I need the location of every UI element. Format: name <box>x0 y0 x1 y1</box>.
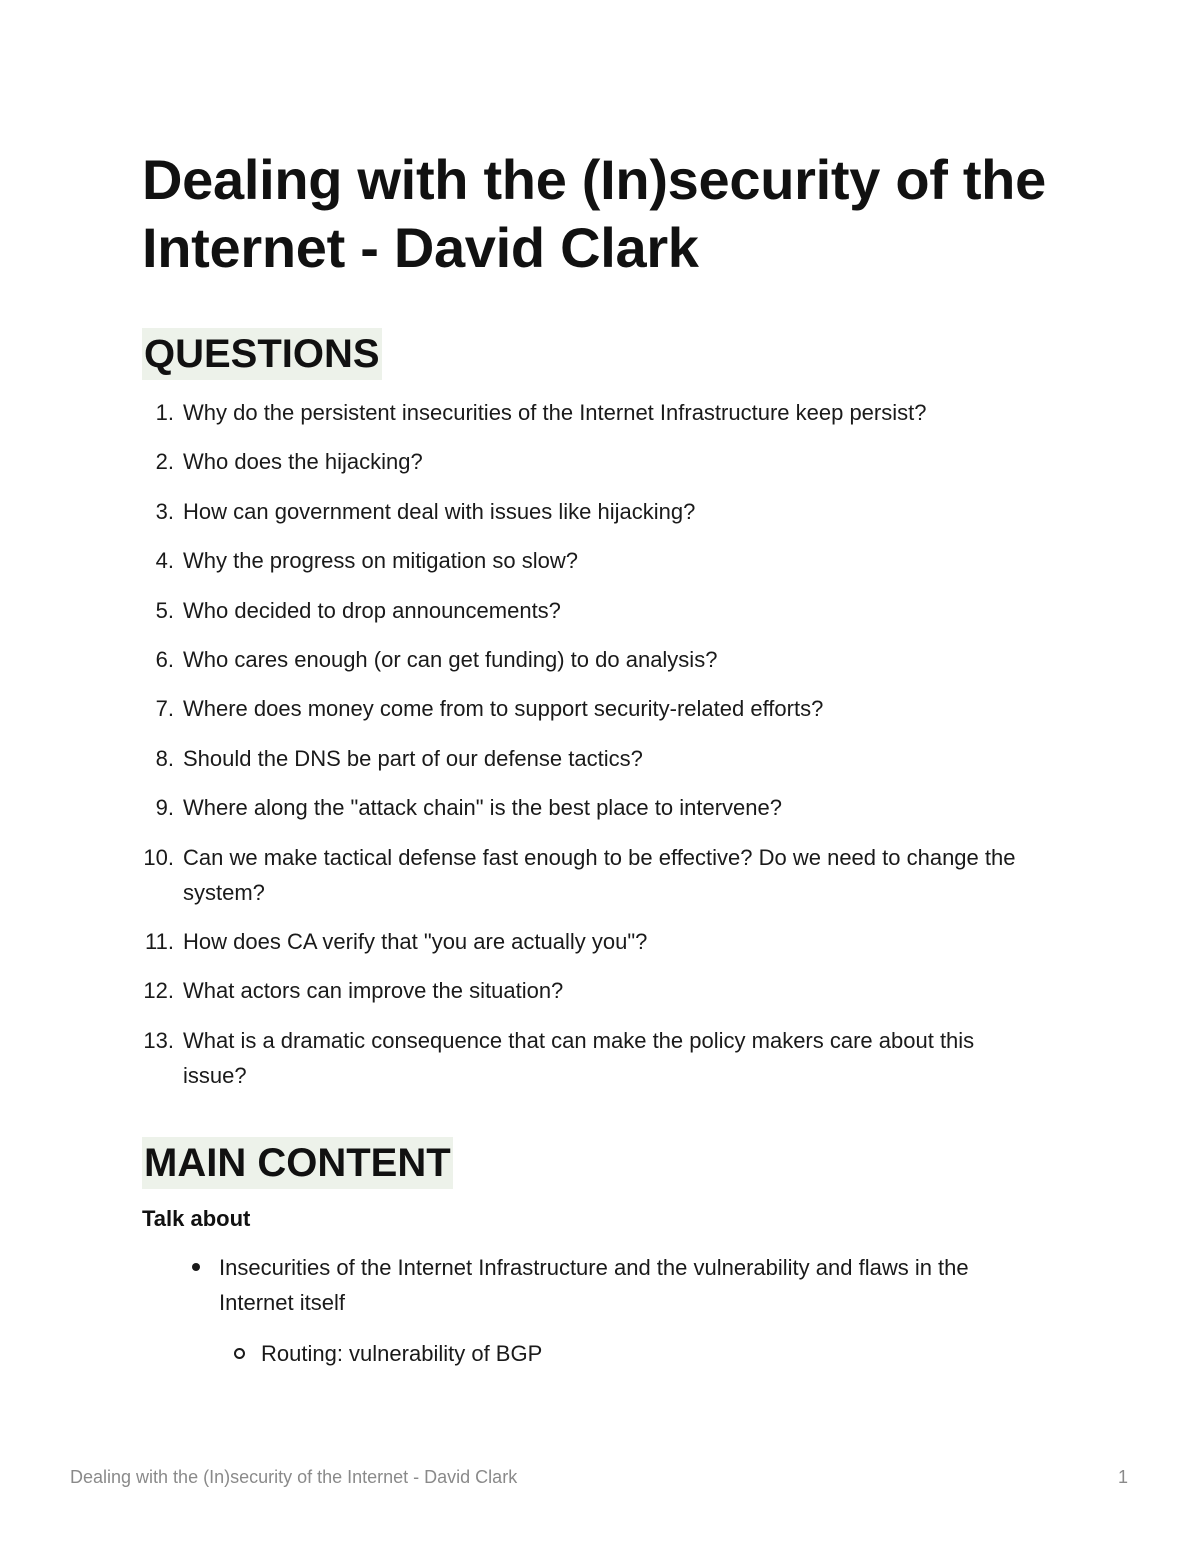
page-number: 1 <box>1117 1467 1128 1487</box>
list-item <box>142 1250 1042 1320</box>
question-number: 2. <box>155 449 174 475</box>
question-text: What is a dramatic consequence that can make the policy makers care about this issue? <box>183 1027 975 1088</box>
question-item <box>142 1023 1042 1093</box>
question-number: 4. <box>155 548 174 574</box>
question-number: 10. <box>143 844 174 870</box>
question-number: 12. <box>143 978 174 1004</box>
bullet-disc-icon <box>192 1263 200 1271</box>
questions-list <box>142 395 1042 1107</box>
question-item <box>142 642 1042 677</box>
question-number: 8. <box>155 745 174 771</box>
main-content-heading: MAIN CONTENT <box>142 1137 453 1189</box>
question-text: Who cares enough (or can get funding) to do analysis? <box>183 646 718 672</box>
question-item <box>142 741 1042 776</box>
question-number: 11. <box>145 928 174 954</box>
talk-about-subheading: Talk about <box>142 1206 251 1231</box>
question-text: Can we make tactical defense fast enough to be effective? Do we need to change the system? <box>183 844 1016 905</box>
question-text: Who decided to drop announcements? <box>183 597 561 623</box>
main-content-list <box>142 1250 1042 1371</box>
question-item <box>142 691 1042 726</box>
question-number: 7. <box>155 696 174 722</box>
question-text: Why the progress on mitigation so slow? <box>183 548 578 574</box>
question-item <box>142 840 1042 910</box>
question-text: Where along the "attack chain" is the best place to intervene? <box>183 795 782 821</box>
question-text: What actors can improve the situation? <box>183 978 564 1004</box>
sub-list-item-text: Routing: vulnerability of BGP <box>261 1341 543 1366</box>
questions-heading: QUESTIONS <box>142 328 382 380</box>
question-text: How can government deal with issues like hijacking? <box>183 498 696 524</box>
question-item <box>142 543 1042 578</box>
question-number: 13. <box>143 1027 174 1053</box>
question-text: Where does money come from to support security-related efforts? <box>183 696 824 722</box>
question-item <box>142 395 1042 430</box>
question-text: Why do the persistent insecurities of the Internet Infrastructure keep persist? <box>183 400 927 425</box>
question-number: 3. <box>155 498 174 524</box>
question-item <box>142 494 1042 529</box>
sub-list-item <box>142 1336 1042 1371</box>
question-number: 6. <box>155 646 174 672</box>
page-title: Dealing with the (In)security of the Internet - David Clark <box>142 148 1046 279</box>
question-item <box>142 973 1042 1008</box>
footer-title: Dealing with the (In)security of the Internet - David Clark <box>70 1467 518 1487</box>
question-item <box>142 924 1042 959</box>
question-number: 9. <box>155 795 174 821</box>
question-item <box>142 444 1042 479</box>
question-text: Who does the hijacking? <box>183 449 423 475</box>
bullet-circle-icon <box>234 1348 245 1359</box>
question-number: 5. <box>155 597 174 623</box>
question-item <box>142 593 1042 628</box>
question-text: Should the DNS be part of our defense tactics? <box>183 745 643 771</box>
question-item <box>142 790 1042 825</box>
question-text: How does CA verify that "you are actually you"? <box>183 928 648 954</box>
list-item-text: Insecurities of the Internet Infrastructure and the vulnerability and flaws in the Internet itself <box>219 1255 969 1315</box>
question-number: 1. <box>155 400 174 425</box>
